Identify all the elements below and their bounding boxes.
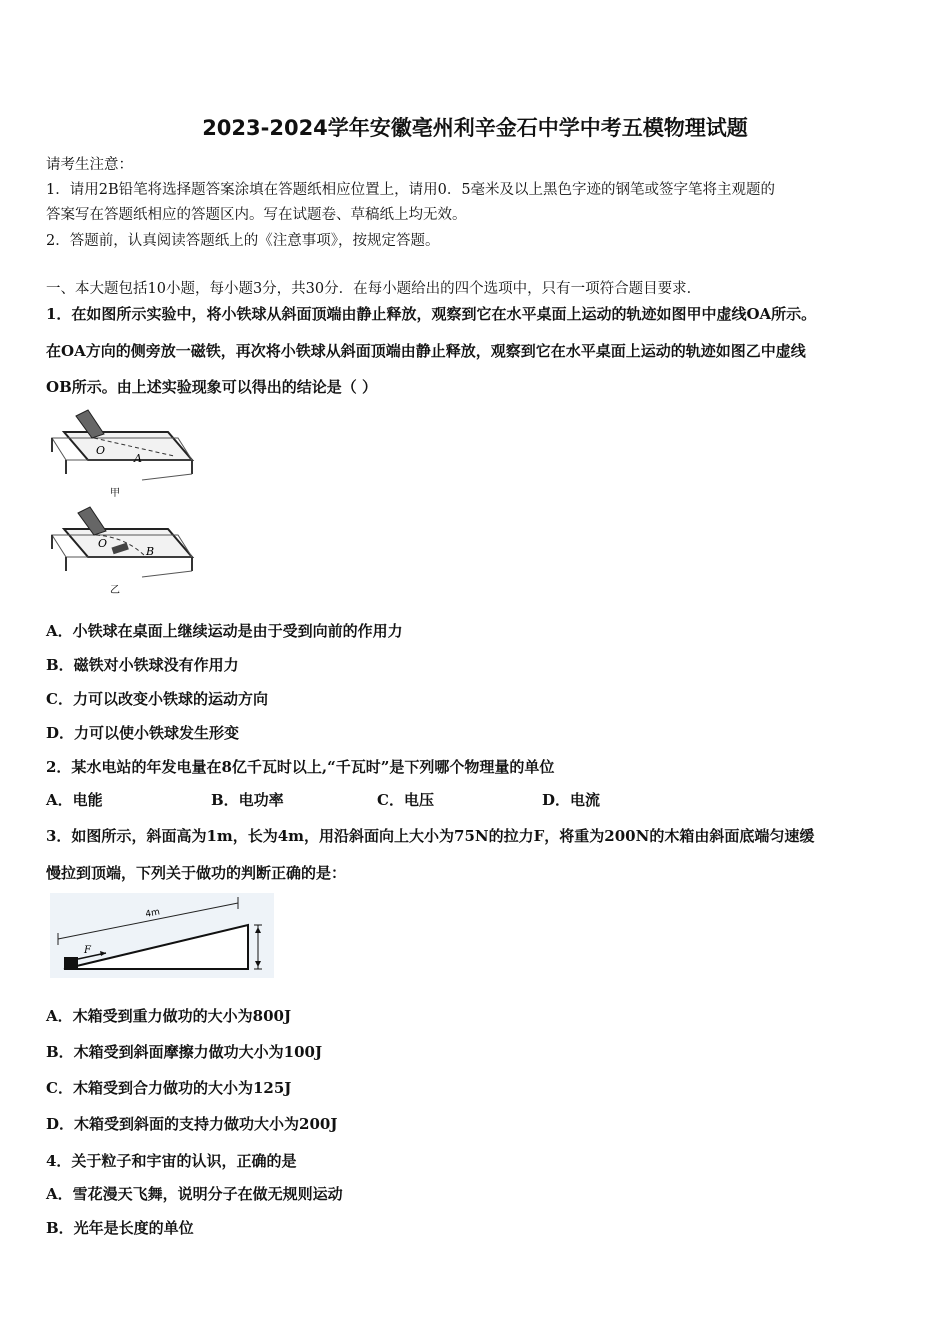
q3-option-c: C．木箱受到合力做功的大小为125J [46, 1079, 292, 1097]
caption-jia: 甲 [110, 488, 120, 499]
label-o: O [98, 537, 108, 550]
q1-option-a: A．小铁球在桌面上继续运动是由于受到向前的作用力 [46, 622, 403, 640]
table-edge [142, 474, 192, 480]
notice-heading: 请考生注意： [46, 157, 133, 173]
q2-option-b: B．电功率 [211, 791, 284, 809]
q4-option-a: A．雪花漫天飞舞，说明分子在做无规则运动 [46, 1185, 343, 1203]
q1-option-c: C．力可以改变小铁球的运动方向 [46, 690, 268, 708]
q1-option-b: B．磁铁对小铁球没有作用力 [46, 656, 239, 674]
force-label: F [84, 945, 91, 956]
notice-item-1-line-1: 1．请用2B铅笔将选择题答案涂填在答题纸相应位置上，请用0．5毫米及以上黑色字迹的钢笔或签字笔将主观题的 [46, 182, 776, 198]
caption-yi: 乙 [110, 585, 120, 596]
q3-stem-line-1: 3．如图所示，斜面高为1m，长为4m，用沿斜面向上大小为75N的拉力F，将重为200N的木箱由斜面底端匀速缓 [46, 827, 815, 845]
q3-incline-figure [50, 893, 274, 978]
label-b: B [146, 545, 155, 558]
q3-option-b: B．木箱受到斜面摩擦力做功大小为100J [46, 1043, 323, 1061]
q1-figure-a [46, 408, 196, 500]
table-edge [142, 571, 192, 577]
table-top-b [64, 529, 192, 557]
q1-stem-line-3: OB所示。由上述实验现象可以得出的结论是（ ） [46, 378, 377, 396]
q3-option-a: A．木箱受到重力做功的大小为800J [46, 1007, 292, 1025]
q1-figure-b [46, 505, 196, 597]
q1-option-d: D．力可以使小铁球发生形变 [46, 724, 240, 742]
q3-stem-line-2: 慢拉到顶端，下列关于做功的判断正确的是： [46, 864, 347, 882]
q1-stem-line-1: 1．在如图所示实验中，将小铁球从斜面顶端由静止释放，观察到它在水平桌面上运动的轨迹如图甲中虚线OA所示。 [46, 305, 817, 323]
q2-option-c: C．电压 [377, 791, 434, 809]
label-a: A [134, 452, 142, 465]
q4-stem: 4．关于粒子和宇宙的认识，正确的是 [46, 1152, 297, 1170]
section-heading: 一、本大题包括10小题，每小题3分，共30分．在每小题给出的四个选项中，只有一项符合题目要求． [46, 281, 702, 297]
q3-option-d: D．木箱受到斜面的支持力做功大小为200J [46, 1115, 338, 1133]
q1-stem-line-2: 在OA方向的侧旁放一磁铁，再次将小铁球从斜面顶端由静止释放，观察到它在水平桌面上运动的轨迹如图乙中虚线 [46, 342, 806, 360]
q2-option-d: D．电流 [542, 791, 601, 809]
q2-stem: 2．某水电站的年发电量在8亿千瓦时以上,“千瓦时”是下列哪个物理量的单位 [46, 758, 555, 776]
exam-title: 2023-2024学年安徽亳州利辛金石中学中考五模物理试题 [202, 116, 748, 140]
label-o: O [96, 444, 106, 457]
notice-item-2: 2．答题前，认真阅读答题纸上的《注意事项》，按规定答题。 [46, 233, 440, 249]
notice-item-1-line-2: 答案写在答题纸相应的答题区内。写在试题卷、草稿纸上均无效。 [46, 207, 467, 223]
q4-option-b: B．光年是长度的单位 [46, 1219, 194, 1237]
wooden-box [64, 957, 78, 969]
length-label: 4m [144, 907, 161, 920]
q2-option-a: A．电能 [46, 791, 103, 809]
